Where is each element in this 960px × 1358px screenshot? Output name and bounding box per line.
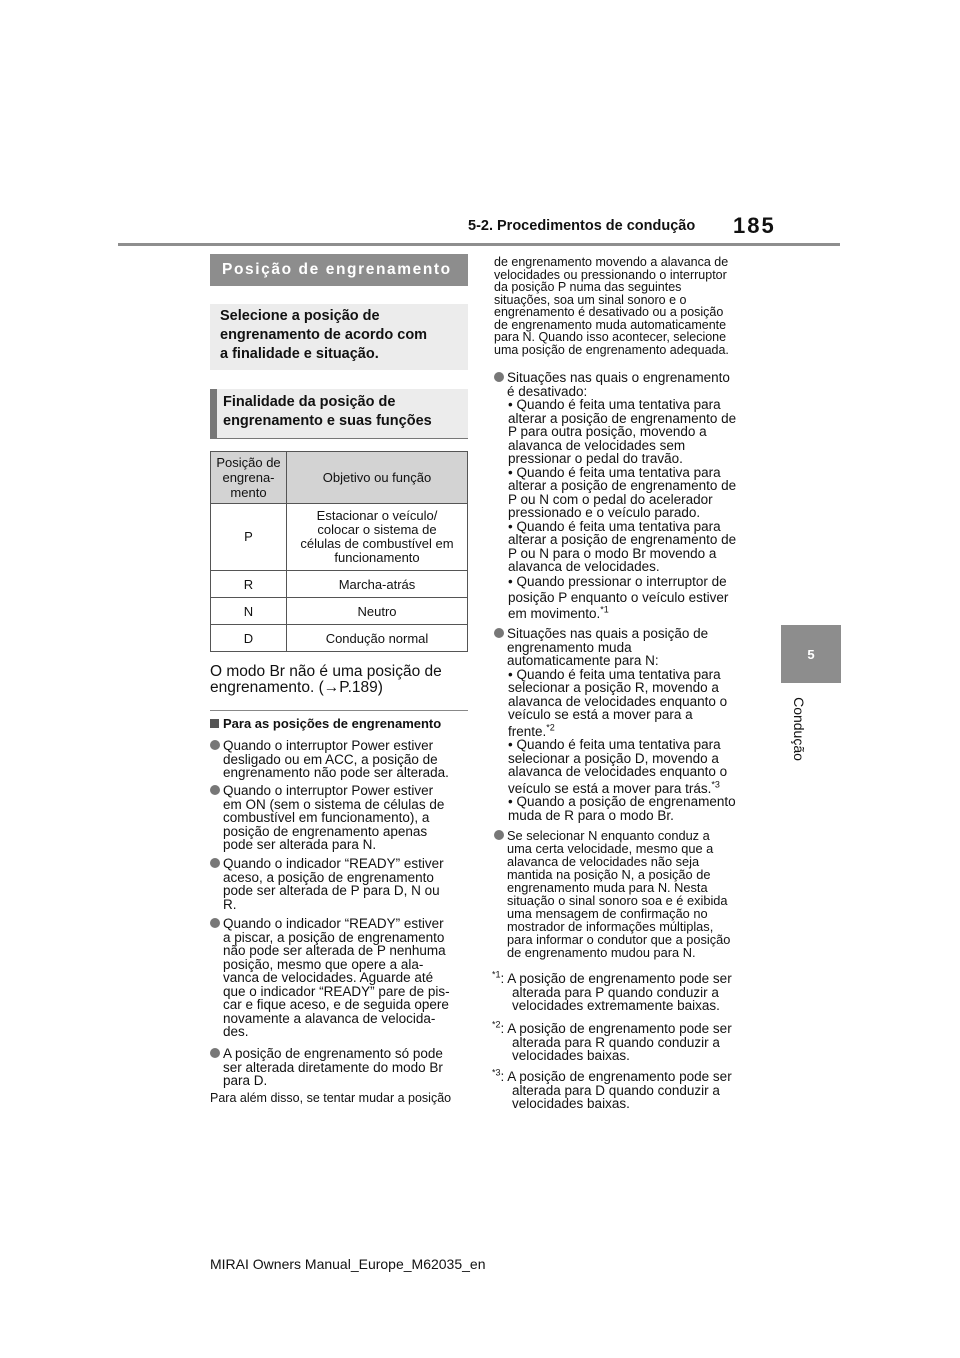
bullet-icon	[210, 785, 220, 795]
table-cell-function: Marcha-atrás	[287, 571, 468, 598]
table-cell-function: Estacionar o veículo/ colocar o sistema de células de combustível em funcionamento	[287, 504, 468, 571]
continuation-text: Para além disso, se tentar mudar a posição	[210, 1091, 452, 1105]
bullet-icon	[494, 628, 504, 638]
footnote: $^{*1}$: A posição de engrenamento pode ser alterada para P quando conduzir a velocidades extremamente baixas.	[492, 969, 732, 1013]
bullet-icon	[210, 858, 220, 868]
purpose-heading: Finalidade da posição de engrenamento e suas funções	[210, 389, 468, 439]
gear-position-table	[210, 451, 468, 652]
table-cell-position: P	[211, 504, 287, 571]
list-item: Quando o indicador “READY” estiver a piscar, a posição de engrenamento não pode ser alterada de P nenhuma posição, mesmo que opere a ala- vanca de velocidades. Aguarde até que o indicador “READY” pare de pis- car e fique aceso, e de seguida opere novamente a alavanca de velocida- des.	[210, 917, 470, 1039]
continuation-paragraph: de engrenamento movendo a alavanca de velocidades ou pressionando o interruptor da posição P numa das seguintes situações, soa um sinal sonoro e o engrenamento é desativado ou a posição de engrenamento muda automaticamente para N. Quando isso acontecer, selecione uma posição de engrenamento adequada.	[494, 255, 729, 357]
list-item: Situações nas quais o engrenamento é desativado: • Quando é feita uma tentativa para alterar a posição de engrenamento de P para outra posição, movendo a alavanca de velocidades sem pressionar o pedal do travão. • Quando é feita uma tentativa para alterar a posição de engrenamento de P ou N com o pedal do acelerador pressionado e o veículo parado. • Quando é feita uma tentativa para alterar a posição de engrenamento de P ou N para o modo Br movendo a alavanca de velocidades. • Quando pressionar o interruptor de posição P enquanto o veículo estiver em movimento.$^{*1}$	[494, 371, 759, 622]
table-header-function: Objetivo ou função	[287, 452, 468, 504]
footnote: $^{*2}$: A posição de engrenamento pode ser alterada para R quando conduzir a velocidades baixas.	[492, 1019, 732, 1063]
table-row	[211, 504, 468, 571]
section-title: 5-2. Procedimentos de condução	[468, 218, 696, 234]
table-row	[211, 625, 468, 652]
footnote-marker: *1	[600, 604, 609, 614]
list-item: Quando o interruptor Power estiver em ON (sem o sistema de células de combustível em funcionamento), a posição de engrenamento apenas pode ser alterada para N.	[210, 784, 470, 852]
page-number: 185	[733, 213, 776, 238]
footnote: $^{*3}$: A posição de engrenamento pode ser alterada para D quando conduzir a velocidades baixas.	[492, 1067, 732, 1111]
chapter-label: Condução	[791, 697, 807, 761]
intro-box: Selecione a posição de engrenamento de acordo com a finalidade e situação.	[210, 304, 468, 370]
table-cell-position: R	[211, 571, 287, 598]
document-footer: MIRAI Owners Manual_Europe_M62035_en	[210, 1256, 486, 1272]
footnote-marker: *3	[711, 779, 720, 789]
bullet-icon	[494, 830, 504, 840]
table-cell-position: D	[211, 625, 287, 652]
chapter-number: 5	[807, 646, 815, 662]
header-rule	[118, 243, 840, 246]
table-cell-position: N	[211, 598, 287, 625]
table-header-position: Posição de engrena- mento	[211, 452, 287, 504]
list-item: A posição de engrenamento só pode ser alterada diretamente do modo Br para D.	[210, 1047, 470, 1088]
list-item: Quando o interruptor Power estiver desligado ou em ACC, a posição de engrenamento não pode ser alterada.	[210, 739, 470, 780]
table-cell-function: Condução normal	[287, 625, 468, 652]
section-heading-bar: Posição de engrenamento	[210, 254, 468, 286]
bullet-icon	[210, 740, 220, 750]
br-mode-note: O modo Br não é uma posição de engrenamento. (→P.189)	[210, 663, 442, 696]
footnote-marker: *2	[546, 722, 555, 732]
table-header-row	[211, 452, 468, 504]
list-item: Quando o indicador “READY” estiver aceso, a posição de engrenamento pode ser alterada de P para D, N ou R.	[210, 857, 470, 911]
list-item: Situações nas quais a posição de engrenamento muda automaticamente para N: • Quando é feita uma tentativa para selecionar a posição R, movendo a alavanca de velocidades enquanto o veículo se está a mover para a frente.$^{*2}$ • Quando é feita uma tentativa para selecionar a posição D, movendo a alavanca de velocidades enquanto o veículo se está a mover para trás.$^{*3}$ • Quando a posição de engrenamento muda de R para o modo Br.	[494, 627, 759, 822]
bullet-icon	[494, 372, 504, 382]
table-row	[211, 571, 468, 598]
table-row	[211, 598, 468, 625]
square-bullet-icon	[210, 719, 219, 728]
subheading: Para as posições de engrenamento	[210, 710, 468, 731]
bullet-icon	[210, 1048, 220, 1058]
chapter-tab	[781, 625, 841, 683]
bullet-icon	[210, 918, 220, 928]
list-item: Se selecionar N enquanto conduz a uma certa velocidade, mesmo que a alavanca de velocidades não seja mantida na posição N, a posição de engrenamento muda para N. Nesta situação o sinal sonoro soa e é exibida uma mensagem de confirmação no mostrador de informações múltiplas, para informar o condutor que a posição de engrenamento mudou para N.	[494, 829, 759, 959]
table-cell-function: Neutro	[287, 598, 468, 625]
